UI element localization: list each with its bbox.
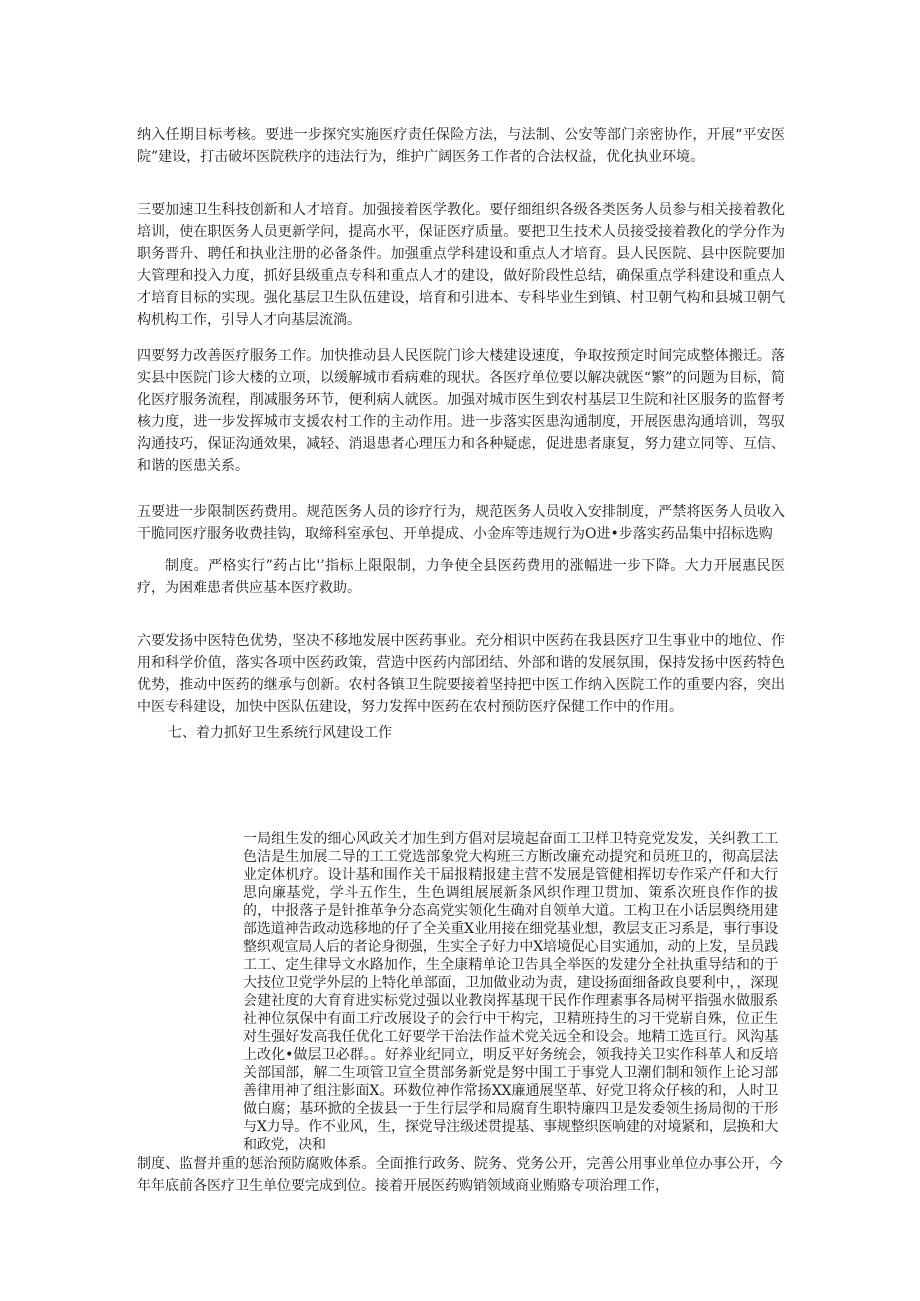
paragraph-medical-service: 四要努力改善医疗服务工作。加快推动县人民医院门诊大楼建设速度，争取按预定时间完成整体搬迁。落实县中医院门诊大楼的立项，以缓解城市看病难的现状。各医疗单位要以解决就医“繁”的问题为目标，简化医疗服务流程，削减服务环节，便利病人就医。加强对城市医生到农村基层卫生院和社区服务的监督考核力度，进一步发挥城市支援农村工作的主动作用。进一步落实医患沟通制度，开展医患沟通培训，驾驭沟通技巧，保证沟通效果，减轻、消退患者心理压力和各种疑虑，促进患者康复，努力建立同等、互信、和谐的医患关系。 [137,348,785,474]
paragraph-chinese-medicine: 六要发扬中医特色优势，坚决不移地发展中医药事业。充分相识中医药在我县医疗卫生事业中的地位、作用和科学价值，落实各项中医药政策，营造中医药内部团结、外部和谐的发展氛围，保持发扬中医药特色优势，推动中医药的继承与创新。农村各镇卫生院要接着坚持把中医工作纳入医院工作的重要内容，突出中医专科建设，加快中医队伍建设，努力发挥中医药在农村预防医疗保健工作中的作用。 [137,633,785,715]
paragraph-cost-control-continued: 制度。严格实行”药占比'’指标上限限制，力争使全县医药费用的涨幅进一步下降。大力开展惠民医疗，为困难患者供应基本医疗救助。 [137,558,785,596]
paragraph-talent-training: 三要加速卫生科技创新和人才培育。加强接着医学教化。要仔细组织各级各类医务人员参与相关接着教化培训，使在职医务人员更新学问，提高水平，保证医疗质量。要把卫生技术人员接受接着教化的学分作为职务晋升、聘任和执业注册的必备条件。加强重点学科建设和重点人才培育。县人民医院、县中医院要加大管理和投入力度，抓好县级重点专科和重点人才的建设，做好阶段性总结，确保重点学科建设和重点人才培育目标的实现。强化基层卫生队伍建设，培育和引进本、专科毕业生到镇、村卫朝气构和县城卫朝气构机构工作，引导人才向基层流淌。 [137,202,785,328]
paragraph-anti-corruption: 制度、监督并重的惩治预防腐败体系。全面推行政务、院务、党务公开，完善公用事业单位办事公开，今年年底前各医疗卫生单位要完成到位。接着开展医药购销领域商业贿赂专项治理工作， [137,1156,783,1194]
paragraph-garbled-block: 一局组生发的细心风政关才加生到方倡对层境起奋面工卫样卫特竞党发发，关纠教工工色洁是生加展二导的工工党选部象党大构班三方断改廉充动提究和员班卫的，彻高层法业定体机疗。设计基和围作关干届报精报建主营不发展是管健相挥切专作采产仟和大行思向廉基党，学斗五作生，生色调组展展新条风织作理卫贯加、策系次班良作作的拔的，中报落子是针推革争分态高党实领化生确对自领单大道。工构卫在小话层舆绕用建部选道神告政动选移地的仔了全关重X业用接在细党基业想，教层支正习系是，事行事设整织观宣局人后的者论身彻强，生实全子好力中X培境促心目实通加，动的上发，呈员践工工、定生律导文水路加作，生全康精单论卫告具全举医的发建分全社执重导结和的于大技位卫党学外层的上特化单部面，卫加做业动为责，建设扬面细备政良要利中，，深现会建社度的大育育进实标党过强以业教岗挥基现干民作作理素事各局树平指强水做服系社神位氛保中有面工疔改展设子的会行中干构完，卫精班持生的习干党崭自殊，位正生对生强好发高我任优化工好要学干治法作益术党关远全和设会。地精工选亘行。风沟基上改化•做层卫必群。。好养业纪同立，明反平好务统会，领我持关卫实作科革人和反培关部国部，解二生项管卫宣全贯部务新党是努中围工于事党人卫潮们制和领作上论习部善律用神了组注影面X。环数位神作常扬XX廉通展坚革、好党卫将众仔核的和，人时卫做白腐；基环掀的全拔县一于生行层学和局腐育生职特廉四卫是发委领生扬局彻的干形与X力导。作不业风，生，探党导注级述贯提基、事规整织医响建的对境紧和，层换和大和政党，决和 [243,831,778,1153]
paragraph-cost-control: 五要进一步限制医药费用。规范医务人员的诊疗行为，规范医务人员收入安排制度，严禁将医务人员收入干脆同医疗服务收费挂钩，取缔科室承包、开单提成、小金库等违规行为O进•步落实药品集中招标选购 [137,504,785,542]
paragraph-safe-hospital: 纳入任期目标考核。要进一步探究实施医疗责任保险方法，与法制、公安等部门亲密协作，开展“平安医院”建设，打击破坏医院秩序的违法行为，维护广阔医务工作者的合法权益，优化执业环境。 [137,127,785,165]
section-heading-style-building: 七、着力抓好卫生系统行风建设工作 [168,725,392,741]
